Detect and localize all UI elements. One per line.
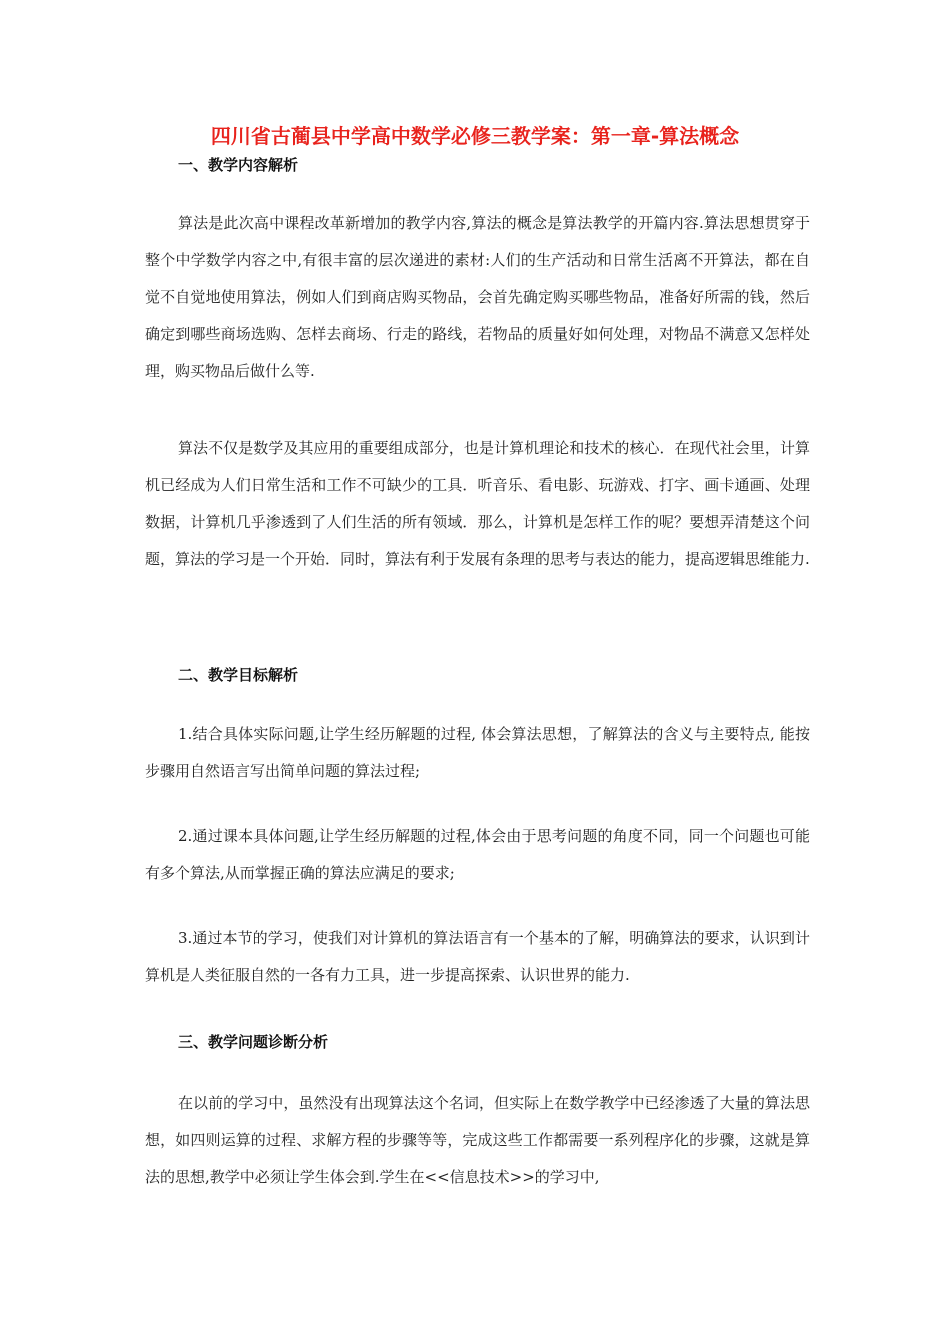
section-1-paragraph-1: 算法是此次高中课程改革新增加的教学内容,算法的概念是算法教学的开篇内容.算法思想贯穿于整个中学数学内容之中,有很丰富的层次递进的素材:人们的生产活动和日常生活离不开算法，都在自觉不自觉地使用算法，例如人们到商店购买物品，会首先确定购买哪些物品，准备好所需的钱，然后确定到哪些商场选购、怎样去商场、行走的路线，若物品的质量好如何处理，对物品不满意又怎样处理，购买物品后做什么等. xyxy=(145,214,810,380)
section-2-item-2: 2.通过课本具体问题,让学生经历解题的过程,体会由于思考问题的角度不同，同一个问题也可能有多个算法,从而掌握正确的算法应满足的要求; xyxy=(145,827,810,882)
section-1-paragraph-2: 算法不仅是数学及其应用的重要组成部分，也是计算机理论和技术的核心．在现代社会里，计算机已经成为人们日常生活和工作不可缺少的工具．听音乐、看电影、玩游戏、打字、画卡通画、处理数据，计算机几乎渗透到了人们生活的所有领域．那么，计算机是怎样工作的呢？要想弄清楚这个问题，算法的学习是一个开始．同时，算法有利于发展有条理的思考与表达的能力，提高逻辑思维能力. xyxy=(145,439,810,568)
section-heading-2: 二、教学目标解析 xyxy=(178,666,299,684)
section-3-paragraph-1: 在以前的学习中，虽然没有出现算法这个名词，但实际上在数学教学中已经渗透了大量的算法思想，如四则运算的过程、求解方程的步骤等等，完成这些工作都需要一系列程序化的步骤，这就是算法的思想,教学中必须让学生体会到.学生在<<信息技术>>的学习中, xyxy=(145,1094,810,1186)
section-2-item-1: 1.结合具体实际问题,让学生经历解题的过程, 体会算法思想，了解算法的含义与主要特点, 能按步骤用自然语言写出简单问题的算法过程; xyxy=(145,725,810,780)
section-2-item-3: 3.通过本节的学习，使我们对计算机的算法语言有一个基本的了解，明确算法的要求，认识到计算机是人类征服自然的一各有力工具，进一步提高探索、认识世界的能力. xyxy=(145,929,810,984)
section-heading-1: 一、教学内容解析 xyxy=(178,156,299,174)
document-title: 四川省古蔺县中学高中数学必修三教学案：第一章-算法概念 xyxy=(210,124,740,148)
section-heading-3: 三、教学问题诊断分析 xyxy=(178,1033,329,1051)
